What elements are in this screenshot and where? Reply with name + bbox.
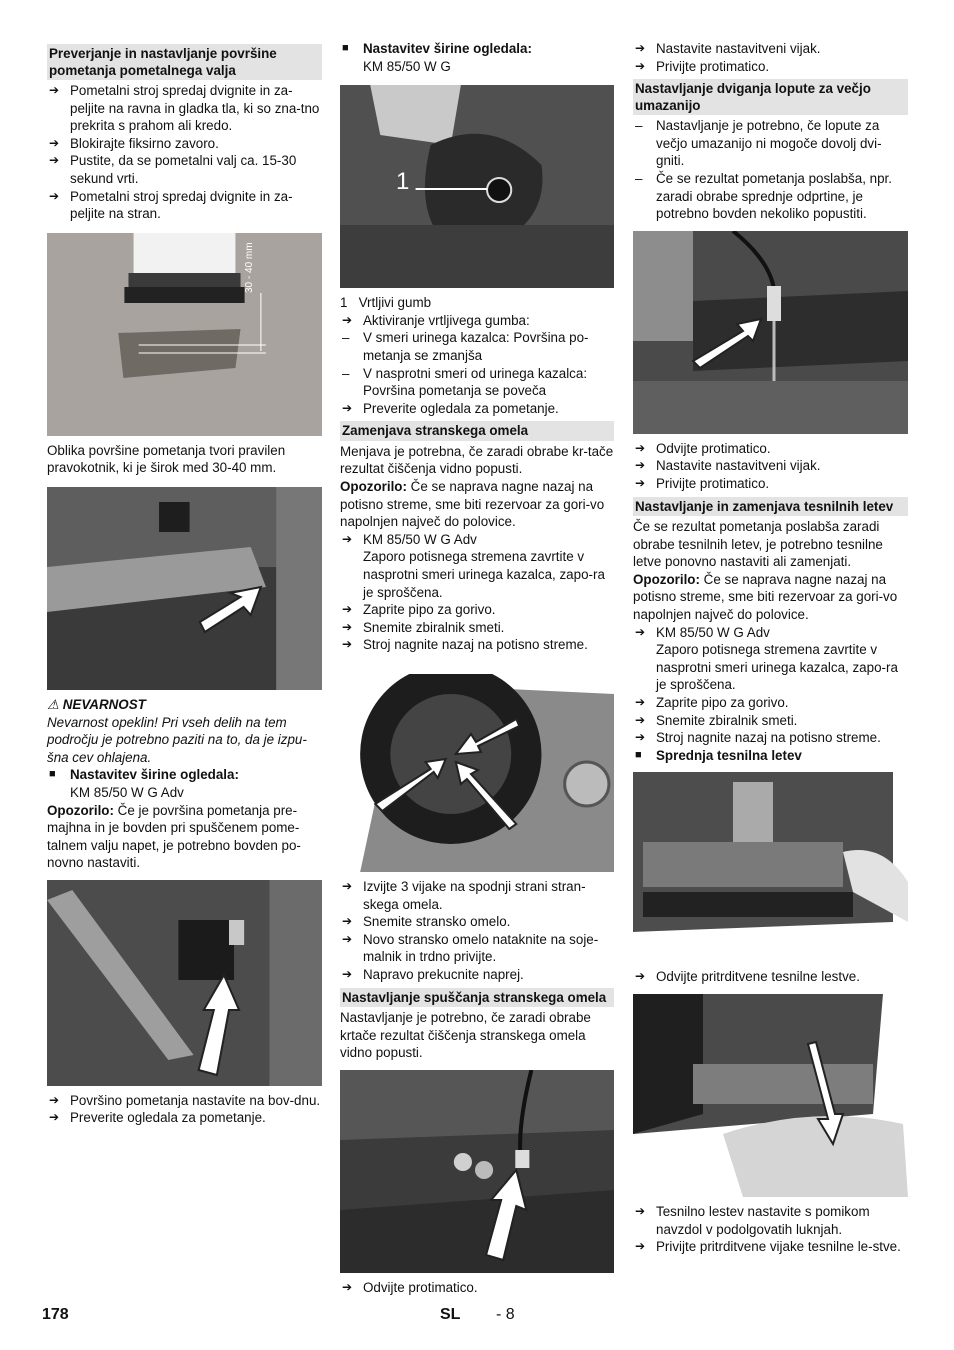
figure-sweep-pattern bbox=[47, 233, 322, 436]
square-bullet-icon: ■ bbox=[635, 748, 642, 761]
arrow-icon: ➔ bbox=[635, 458, 646, 473]
step: ➔ Snemite zbiralnik smeti. bbox=[342, 619, 505, 635]
arrow-icon: ➔ bbox=[342, 312, 353, 327]
exhaust-pipe-illustration bbox=[47, 487, 322, 690]
arrow-icon: ➔ bbox=[635, 58, 646, 73]
section-heading-seal-strips: Nastavljanje in zamenjava tesnilnih letev bbox=[633, 497, 908, 517]
step: ➔ Pustite, da se pometalni valj ca. 15-30 sekund vrti. bbox=[49, 153, 297, 186]
dash-item: – V smeri urinega kazalca: Površina po-metanja se zmanjša bbox=[342, 330, 589, 363]
square-bullet-icon: ■ bbox=[342, 42, 349, 54]
arrow-icon: ➔ bbox=[635, 41, 646, 55]
section-heading-flap-lift: Nastavljanje dviganja lopute za večjo umazanijo bbox=[633, 79, 908, 115]
language-code: SL bbox=[440, 1306, 461, 1323]
side-brush-illustration bbox=[340, 674, 614, 872]
arrow-icon: ➔ bbox=[635, 712, 646, 727]
step: ➔ Odvijte protimatico. bbox=[635, 440, 771, 456]
figure-bowden-adjust bbox=[47, 880, 322, 1086]
step: ➔ Zaprite pipo za gorivo. bbox=[342, 602, 496, 618]
step: ➔ Pometalni stroj spredaj dvignite in za-peljite na stran. bbox=[49, 188, 293, 222]
model-label: KM 85/50 W G Adv bbox=[70, 784, 184, 800]
arrow-icon: ➔ bbox=[635, 694, 646, 709]
column-3 bbox=[633, 40, 908, 1256]
arrow-icon: ➔ bbox=[635, 969, 646, 984]
arrow-icon: ➔ bbox=[635, 730, 646, 745]
step: ➔ Odvijte protimatico. bbox=[342, 1279, 478, 1295]
page-number: 178 bbox=[42, 1306, 69, 1323]
figure-side-brush-cable bbox=[340, 1070, 614, 1273]
front-seal-illustration bbox=[633, 772, 908, 942]
step: ➔ Odvijte pritrditvene tesnilne lestve. bbox=[635, 969, 860, 985]
arrow-icon: ➔ bbox=[49, 188, 60, 203]
seal-adjust-illustration bbox=[633, 994, 908, 1197]
column-2 bbox=[340, 40, 614, 1296]
arrow-icon: ➔ bbox=[342, 602, 353, 617]
caution-paragraph: Opozorilo: Če je površina pometanja pre-majhna in je bovden pri spuščenem pome-talnem valju napet, je potrebno bovden po-novno nastaviti. bbox=[47, 802, 301, 871]
step: ➔ Blokirajte fiksirno zavoro. bbox=[49, 135, 219, 151]
dash-item: – Če se rezultat pometanja poslabša, npr. zaradi obrabe sprednje odprtine, je potrebno bovden nekoliko popustiti. bbox=[635, 170, 892, 222]
arrow-icon: ➔ bbox=[635, 1203, 646, 1218]
rotary-knob-illustration bbox=[340, 85, 614, 288]
arrow-icon: ➔ bbox=[49, 135, 60, 150]
arrow-icon: ➔ bbox=[49, 1092, 60, 1107]
step: ➔ KM 85/50 W G Adv bbox=[342, 531, 477, 547]
paragraph: Če se rezultat pometanja poslabša zaradi obrabe tesnilnih letev, je potrebno tesnilne letve ponovno nastaviti ali zamenjati. bbox=[633, 519, 883, 570]
step: ➔ Novo stransko omelo nataknite na soje-malnik in trdno privijte. bbox=[342, 931, 599, 965]
section-heading-sweep-pattern: Preverjanje in nastavljanje površine pometanja pometalnega valja bbox=[47, 44, 322, 80]
side-brush-cable-illustration bbox=[340, 1070, 614, 1273]
arrow-icon: ➔ bbox=[342, 619, 353, 634]
bullet-item: ■ Sprednja tesnilna letev bbox=[635, 747, 802, 763]
arrow-icon: ➔ bbox=[342, 531, 353, 546]
step: ➔ Nastavite nastavitveni vijak. bbox=[635, 41, 821, 56]
figure-rotary-knob bbox=[340, 85, 614, 288]
danger-text: Nevarnost opeklin! Pri vseh delih na tem področju je potrebno paziti na to, da je izpu-šna cev ohlajena. bbox=[47, 714, 307, 765]
step: ➔ Stroj nagnite nazaj na potisno streme. bbox=[635, 730, 881, 746]
step: ➔ Aktiviranje vrtljivega gumba: bbox=[342, 312, 530, 328]
arrow-icon: ➔ bbox=[342, 1279, 353, 1294]
arrow-icon: ➔ bbox=[342, 400, 353, 415]
figure-dimension-label bbox=[241, 292, 259, 293]
step: ➔ Snemite zbiralnik smeti. bbox=[635, 712, 798, 728]
arrow-icon: ➔ bbox=[342, 914, 353, 929]
figure-seal-adjust bbox=[633, 994, 908, 1197]
warning-icon: ⚠ bbox=[47, 696, 60, 712]
bullet-item: ■ Nastavitev širine ogledala: bbox=[342, 41, 532, 56]
arrow-icon: ➔ bbox=[49, 153, 60, 168]
arrow-icon: ➔ bbox=[49, 83, 60, 97]
figure-front-seal bbox=[633, 772, 908, 942]
sweep-pattern-illustration bbox=[47, 233, 322, 436]
caution-paragraph: Opozorilo: Če se naprava nagne nazaj na potisno streme, sme biti rezervoar za gori-vo napolnjen največ do polovice. bbox=[633, 571, 898, 622]
step: ➔ Snemite stransko omelo. bbox=[342, 914, 511, 930]
sub-page-number: - 8 bbox=[496, 1306, 515, 1323]
figure-flap-cable bbox=[633, 231, 908, 434]
step: ➔ Preverite ogledala za pometanje. bbox=[49, 1110, 266, 1126]
step: ➔ Stroj nagnite nazaj na potisno streme. bbox=[342, 637, 588, 653]
danger-notice bbox=[47, 696, 322, 714]
step: ➔ Pometalni stroj spredaj dvignite in za-peljite na ravna in gladka tla, ki so zna-tno prekrita s prahom ali kredo. bbox=[49, 83, 320, 134]
step-detail: Zaporo potisnega stremena zavrtite v nasprotni smeri urinega kazalca, zapo-ra je sproščena. bbox=[363, 549, 605, 600]
caution-paragraph: Opozorilo: Če se naprava nagne nazaj na potisno streme, sme biti rezervoar za gori-vo napolnjen največ do polovice. bbox=[340, 479, 605, 530]
step: ➔ Nastavite nastavitveni vijak. bbox=[635, 458, 821, 474]
figure-exhaust-area bbox=[47, 487, 322, 690]
step: ➔ Privijte protimatico. bbox=[635, 58, 770, 74]
bowden-cable-illustration bbox=[47, 880, 322, 1086]
step: ➔ Napravo prekucnite naprej. bbox=[342, 966, 524, 982]
arrow-icon: ➔ bbox=[635, 440, 646, 455]
model-label: KM 85/50 W G bbox=[363, 58, 451, 74]
figure-callout-number: 1 bbox=[396, 168, 410, 196]
step: ➔ Tesnilno lestev nastavite s pomikom navzdol v podolgovatih luknjah. bbox=[635, 1203, 870, 1237]
paragraph: Oblika površine pometanja tvori pravilen pravokotnik, ki je širok med 30-40 mm. bbox=[47, 442, 286, 476]
square-bullet-icon: ■ bbox=[49, 768, 56, 781]
paragraph: Menjava je potrebna, če zaradi obrabe kr-tače rezultat čiščenja vidno popusti. bbox=[340, 443, 614, 477]
figure-legend: 1 Vrtljivi gumb bbox=[340, 295, 432, 311]
column-1 bbox=[47, 40, 322, 1127]
arrow-icon: ➔ bbox=[635, 1239, 646, 1254]
dash-item: – Nastavljanje je potrebno, če lopute za večjo umazanijo ni mogoče dovolj dvi-gniti. bbox=[635, 118, 882, 169]
arrow-icon: ➔ bbox=[342, 931, 353, 946]
step: ➔ Zaprite pipo za gorivo. bbox=[635, 694, 789, 710]
figure-side-brush bbox=[340, 674, 614, 872]
arrow-icon: ➔ bbox=[49, 1110, 60, 1125]
step: ➔ Preverite ogledala za pometanje. bbox=[342, 400, 559, 416]
step: ➔ Privijte pritrditvene vijake tesnilne le-stve. bbox=[635, 1239, 901, 1255]
arrow-icon: ➔ bbox=[635, 624, 646, 639]
step: ➔ Izvijte 3 vijake na spodnji strani stran-skega omela. bbox=[342, 878, 586, 912]
step-detail: Zaporo potisnega stremena zavrtite v nasprotni smeri urinega kazalca, zapo-ra je sproščena. bbox=[656, 642, 898, 693]
section-heading-side-brush-replace: Zamenjava stranskega omela bbox=[340, 421, 614, 441]
arrow-icon: ➔ bbox=[635, 475, 646, 490]
arrow-icon: ➔ bbox=[342, 878, 353, 893]
step: ➔ KM 85/50 W G Adv bbox=[635, 624, 770, 640]
arrow-icon: ➔ bbox=[342, 637, 353, 652]
step: ➔ Privijte protimatico. bbox=[635, 475, 770, 491]
danger-title: NEVARNOST bbox=[62, 696, 146, 712]
arrow-icon: ➔ bbox=[342, 966, 353, 981]
step: ➔ Površino pometanja nastavite na bov-dnu. bbox=[49, 1092, 321, 1108]
flap-cable-illustration bbox=[633, 231, 908, 434]
dash-item: – V nasprotni smeri od urinega kazalca: Površina pometanja se poveča bbox=[342, 365, 588, 399]
paragraph: Nastavljanje je potrebno, če zaradi obrabe krtače rezultat čiščenja stranskega omela vidno popusti. bbox=[340, 1010, 591, 1061]
bullet-item: ■ Nastavitev širine ogledala: bbox=[49, 767, 239, 783]
section-heading-side-brush-lower: Nastavljanje spuščanja stranskega omela bbox=[340, 988, 614, 1008]
